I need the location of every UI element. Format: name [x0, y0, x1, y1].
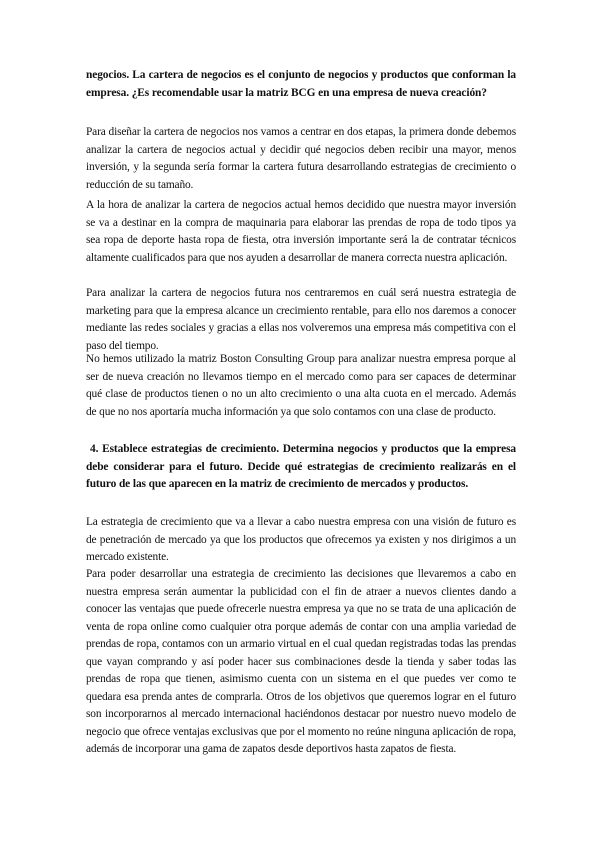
paragraph-cartera-futura: Para analizar la cartera de negocios futura nos centraremos en cuál será nuestra estrategia de marketing para que la empresa alcance un crecimiento rentable, para ello nos daremos a conocer mediante las redes sociales y gracias a ellas nos volveremos una empresa más competitiva con el paso del tiempo. — [86, 287, 516, 352]
paragraph-cartera-design: Para diseñar la cartera de negocios nos vamos a centrar en dos etapas, la primera donde debemos analizar la cartera de negocios actual y decidir qué negocios deben recibir una mayor, menos inversión, y la segunda sería formar la cartera futura desarrollando estrategias de crecimiento o reducción de su tamaño. — [86, 126, 516, 191]
paragraph-estrategia-crecimiento: La estrategia de crecimiento que va a llevar a cabo nuestra empresa con una visión de futuro es de penetración de mercado ya que los productos que ofrecemos ya existen y nos dirigimos a un mercado existente. — [86, 516, 516, 563]
paragraph-decisiones-crecimiento: Para poder desarrollar una estrategia de crecimiento las decisiones que llevaremos a cabo en nuestra empresa serán aumentar la publicidad con el fin de atraer a nuevos clientes dando a conocer las ventajas que puede ofrecerle nuestra empresa ya que no se trata de una aplicación de venta de ropa online como cualquier otra porque además de contar con una amplia variedad de prendas de ropa, contamos con un armario virtual en el cual quedan registradas todas las prendas que vayan comprando y así poder hacer sus combinaciones desde la tienda y saber todas las prendas de ropa que tienen, asimismo cuenta con un sistema en el que puedes ver como te quedara esa prenda antes de comprarla. Otros de los objetivos que queremos lograr en el futuro son incorporarnos al mercado internacional haciéndonos destacar por nuestro nuevo modelo de negocio que ofrece ventajas exclusivas que por el momento no reúne ninguna aplicación de ropa, además de incorporar una gama de zapatos desde deportivos hasta zapatos de fiesta. — [86, 568, 516, 755]
paragraph-cartera-actual: A la hora de analizar la cartera de negocios actual hemos decidido que nuestra mayor inversión se va a destinar en la compra de maquinaria para elaborar las prendas de ropa de todo tipos ya sea ropa de deporte hasta ropa de fiesta, otra inversión importante será la de contratar técnicos altamente cualificados para que nos ayuden a desarrollar de manera correcta nuestra aplicación. — [86, 199, 516, 264]
section-heading-4: 4. Establece estrategias de crecimiento. Determina negocios y productos que la empresa debe considerar para el futuro. Decide qué estrategias de crecimiento realizarás en el futuro de las que aparecen en la matriz de crecimiento de mercados y productos. — [86, 443, 516, 490]
section-heading-continuation: negocios. La cartera de negocios es el conjunto de negocios y productos que conforman la empresa. ¿Es recomendable usar la matriz BCG en una empresa de nueva creación? — [86, 69, 516, 99]
paragraph-matriz-bcg: No hemos utilizado la matriz Boston Consulting Group para analizar nuestra empresa porque al ser de nueva creación no llevamos tiempo en el mercado como para ser capaces de determinar qué clase de productos tienen o no un alto crecimiento o una alta cuota en el mercado. Además de que no nos aportaría mucha información ya que solo contamos con una clase de producto. — [86, 353, 516, 418]
